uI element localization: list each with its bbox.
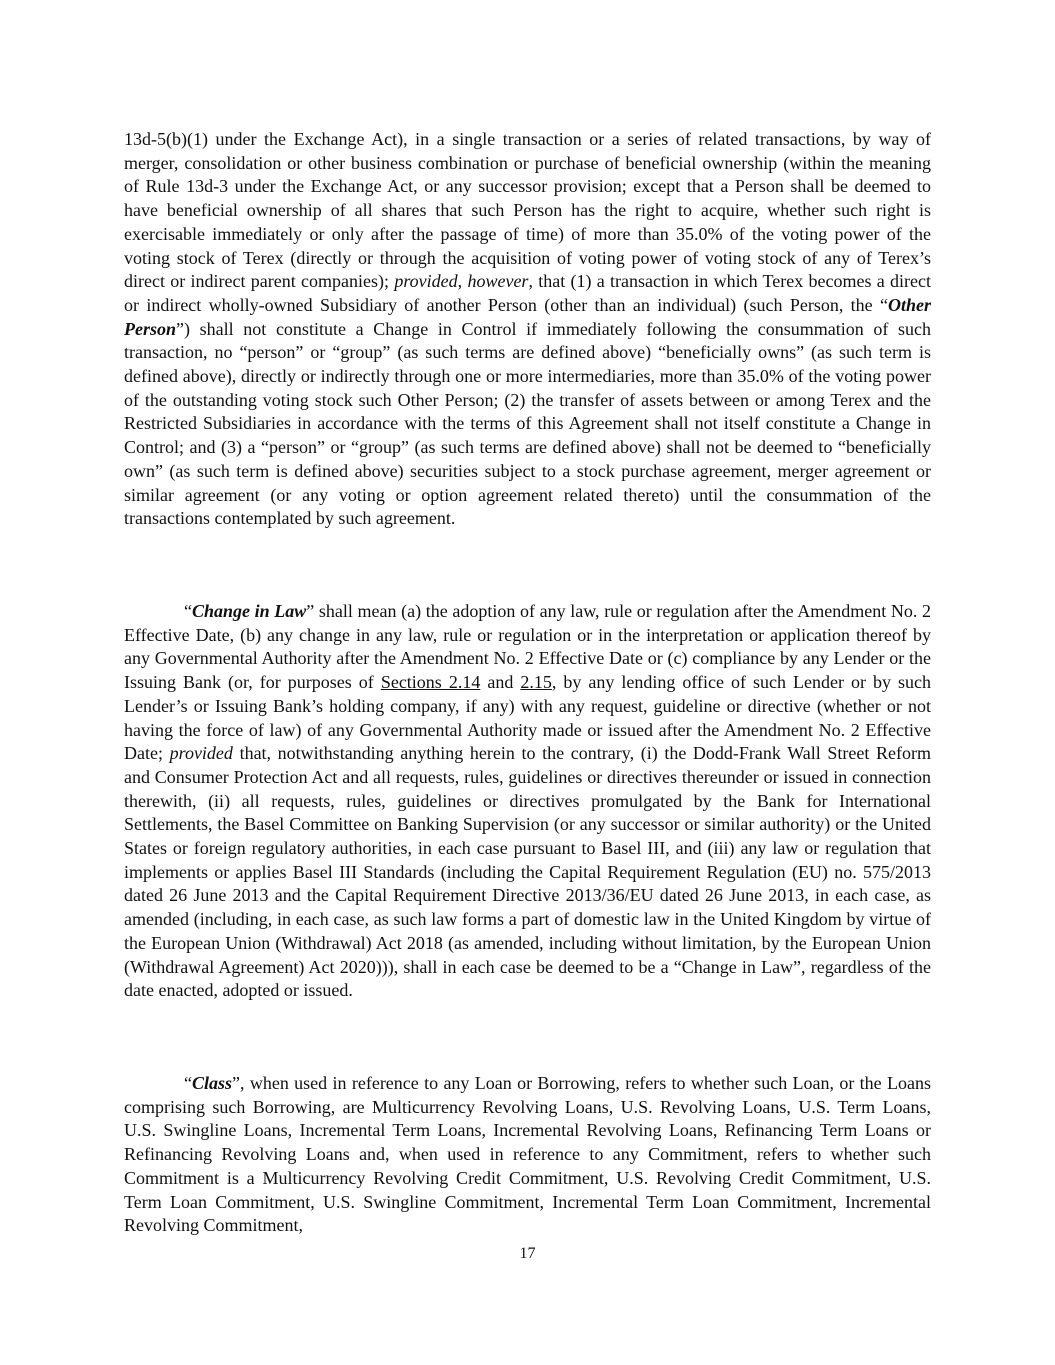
defined-term-change-in-law: Change in Law: [192, 601, 307, 621]
paragraph-text: , that (1) a transaction in which Terex becomes a direct or indirect wholly-owned Subsidiary of another Person (other than an individual) (such Person, the “: [124, 271, 932, 315]
paragraph-text: and: [480, 672, 521, 693]
provided-italic: provided: [169, 743, 233, 764]
defined-term-class: Class: [192, 1073, 233, 1093]
open-quote: “: [184, 601, 192, 621]
cross-reference-section-2-15[interactable]: 2.15: [520, 672, 552, 693]
paragraph-text: ” shall mean (a) the adoption of any law, rule or regulation after the Amendment No. 2 Effective Date, (b) any change in any law, rule or regulation or in the interpretation or application thereof by any Governmental Authority after the Amendment No. 2 Effective Date or (c) compliance by any Lender or the Issuing Bank (or, for purposes of: [124, 601, 931, 693]
paragraph-class: [124, 1072, 931, 1238]
paragraph-text: , by any lending office of such Lender or by such Lender’s or Issuing Bank’s holding company, if any) with any request, guideline or directive (whether or not having the force of law) of any Governmental Authority made or issued after the Amendment No. 2 Effective Date;: [124, 672, 932, 764]
paragraph-text: ”) shall not constitute a Change in Control if immediately following the consummation of such transaction, no “person” or “group” (as such terms are defined above) “beneficially owns” (as such term is defined above), directly or indirectly through one or more intermediaries, more than 35.0% of the voting power of the outstanding voting stock such Other Person; (2) the transfer of assets between or among Terex and the Restricted Subsidiaries in accordance with the terms of this Agreement shall not itself constitute a Change in Control; and (3) a “person” or “group” (as such terms are defined above) shall not be deemed to “beneficially own” (as such term is defined above) securities subject to a stock purchase agreement, merger agreement or similar agreement (or any voting or option agreement related thereto) until the consummation of the transactions contemplated by such agreement.: [124, 318, 931, 529]
paragraph-text: 13d-5(b)(1) under the Exchange Act), in a single transaction or a series of related transactions, by way of merger, consolidation or other business combination or purchase of beneficial ownership (within the meaning of Rule 13d-3 under the Exchange Act, or any successor provision; except that a Person shall be deemed to have beneficial ownership of all shares that such Person has the right to acquire, whether such right is exercisable immediately or only after the passage of time) of more than 35.0% of the voting power of the voting stock of Terex (directly or through the acquisition of voting power of voting stock of any of Terex’s direct or indirect parent companies);: [124, 129, 931, 292]
paragraph-change-in-law: [124, 600, 931, 1003]
page-number: 17: [519, 1245, 536, 1262]
paragraph-text: ,: [457, 271, 468, 292]
provided-italic: provided: [394, 271, 458, 292]
paragraph-change-in-control-continued: [124, 128, 931, 531]
paragraph-text: ”, when used in reference to any Loan or Borrowing, refers to whether such Loan, or the Loans comprising such Borrowing, are Multicurrency Revolving Loans, U.S. Revolving Loans, U.S. Term Loans, U.S. Swingline Loans, Incremental Term Loans, Incremental Revolving Loans, Refinancing Term Loans or Refinancing Revolving Loans and, when used in reference to any Commitment, refers to whether such Commitment is a Multicurrency Revolving Credit Commitment, U.S. Revolving Credit Commitment, U.S. Term Loan Commitment, U.S. Swingline Commitment, Incremental Term Loan Commitment, Incremental Revolving Commitment,: [124, 1073, 931, 1236]
however-italic: however: [467, 271, 529, 292]
open-quote: “: [184, 1073, 192, 1093]
defined-term-other-person: Other Person: [124, 294, 931, 339]
paragraph-text: that, notwithstanding anything herein to the contrary, (i) the Dodd-Frank Wall Street Reform and Consumer Protection Act and all requests, rules, guidelines or directives thereunder or issued in connection therewith, (ii) all requests, rules, guidelines or directives promulgated by the Bank for International Settlements, the Basel Committee on Banking Supervision (or any successor or similar authority) or the United States or foreign regulatory authorities, in each case pursuant to Basel III, and (iii) any law or regulation that implements or applies Basel III Standards (including the Capital Requirement Regulation (EU) no. 575/2013 dated 26 June 2013 and the Capital Requirement Directive 2013/36/EU dated 26 June 2013, in each case, as amended (including, in each case, as such law forms a part of domestic law in the United Kingdom by virtue of the European Union (Withdrawal) Act 2018 (as amended, including without limitation, by the European Union (Withdrawal Agreement) Act 2020))), shall in each case be deemed to be a “Change in Law”, regardless of the date enacted, adopted or issued.: [124, 743, 931, 1001]
cross-reference-sections-2-14[interactable]: Sections 2.14: [380, 672, 481, 693]
